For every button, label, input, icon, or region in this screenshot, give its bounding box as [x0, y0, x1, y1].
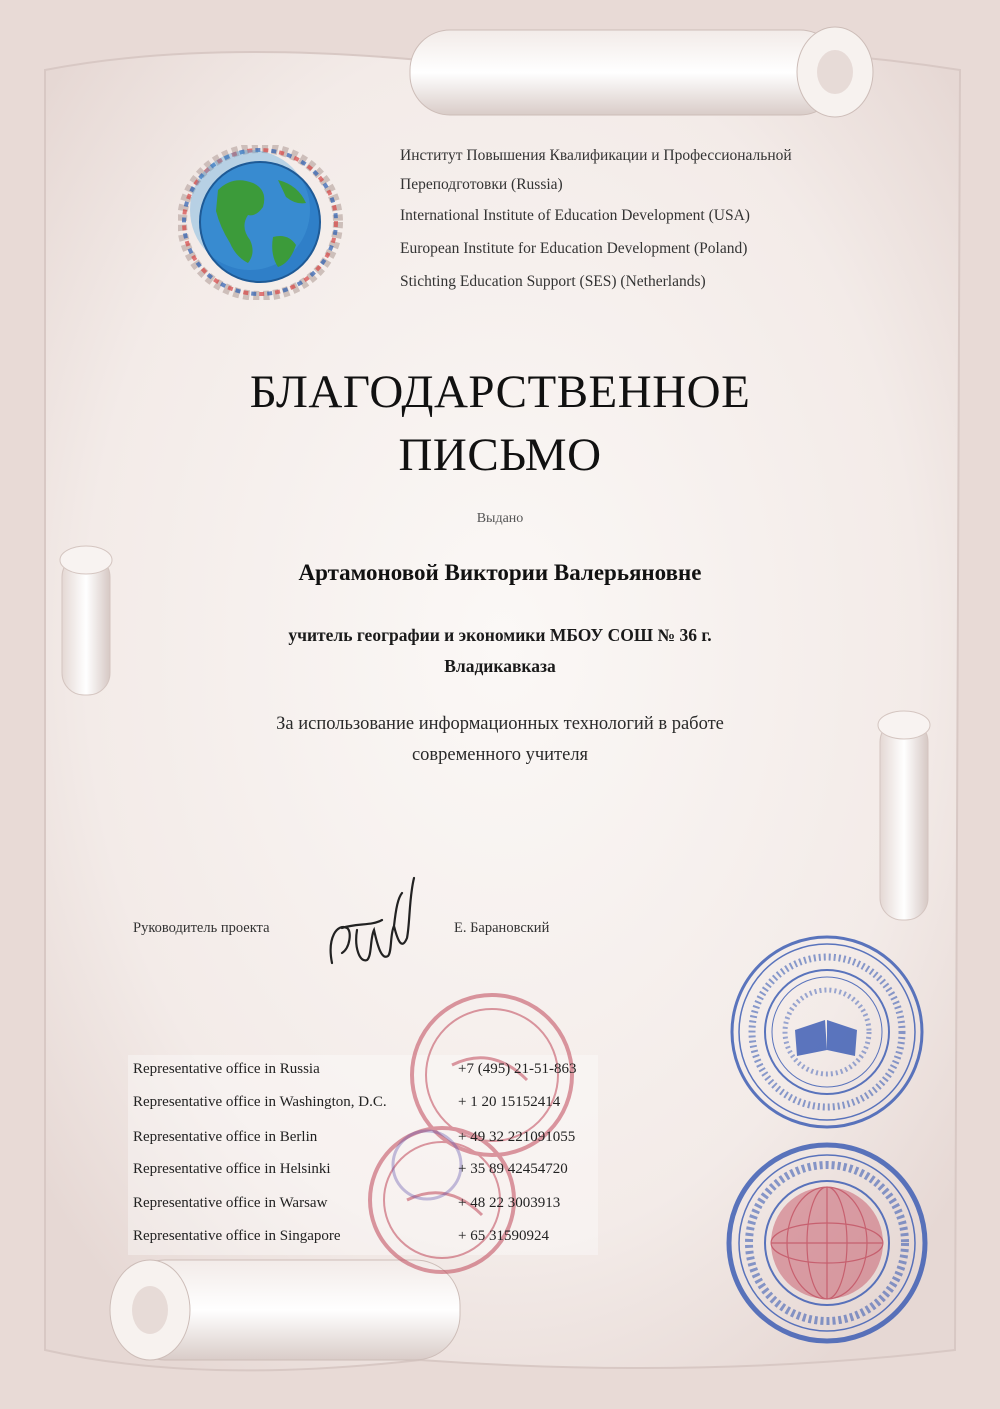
office-label-washington: Representative office in Washington, D.C. — [133, 1094, 387, 1110]
issued-label: Выдано — [476, 511, 524, 526]
office-phone-washington: + 1 20 15152414 — [458, 1094, 561, 1110]
office-label-singapore: Representative office in Singapore — [133, 1228, 341, 1244]
institute-poland: European Institute for Education Development (Poland) — [400, 240, 748, 257]
office-label-berlin: Representative office in Berlin — [133, 1129, 318, 1145]
office-label-warsaw: Representative office in Warsaw — [133, 1195, 328, 1211]
award-reason-line1: За использование информационных технологий в работе — [276, 714, 724, 734]
office-phone-singapore: + 65 31590924 — [458, 1228, 549, 1244]
office-phone-helsinki: + 35 89 42454720 — [458, 1161, 568, 1177]
institute-netherlands: Stichting Education Support (SES) (Netherlands) — [400, 273, 706, 290]
office-phone-russia: +7 (495) 21-51-863 — [458, 1061, 577, 1077]
signature-image — [312, 868, 422, 988]
globe-logo — [178, 145, 343, 300]
recipient-position-line2: Владикавказа — [444, 656, 556, 676]
award-reason-line2: современного учителя — [411, 745, 589, 765]
document-title-line1: БЛАГОДАРСТВЕННОЕ — [249, 366, 751, 418]
institute-russia-line1: Институт Повышения Квалификации и Профессиональной — [400, 147, 792, 164]
recipient-name: Артамоновой Виктории Валерьяновне — [298, 560, 702, 585]
signature-role: Руководитель проекта — [133, 920, 270, 936]
signature-name: Е. Барановский — [454, 920, 550, 936]
institute-russia-line2: Переподготовки (Russia) — [400, 176, 563, 193]
office-phone-berlin: + 49 32 221091055 — [458, 1129, 576, 1145]
document-title-line2: ПИСЬМО — [398, 429, 602, 481]
office-label-helsinki: Representative office in Helsinki — [133, 1161, 331, 1177]
office-phone-warsaw: + 48 22 3003913 — [458, 1195, 561, 1211]
usa-stamp — [722, 1138, 932, 1348]
blue-stamp — [725, 930, 930, 1135]
office-label-russia: Representative office in Russia — [133, 1061, 320, 1077]
institute-usa: International Institute of Education Development (USA) — [400, 207, 750, 224]
recipient-position-line1: учитель географии и экономики МБОУ СОШ № 36 г. — [288, 625, 712, 645]
